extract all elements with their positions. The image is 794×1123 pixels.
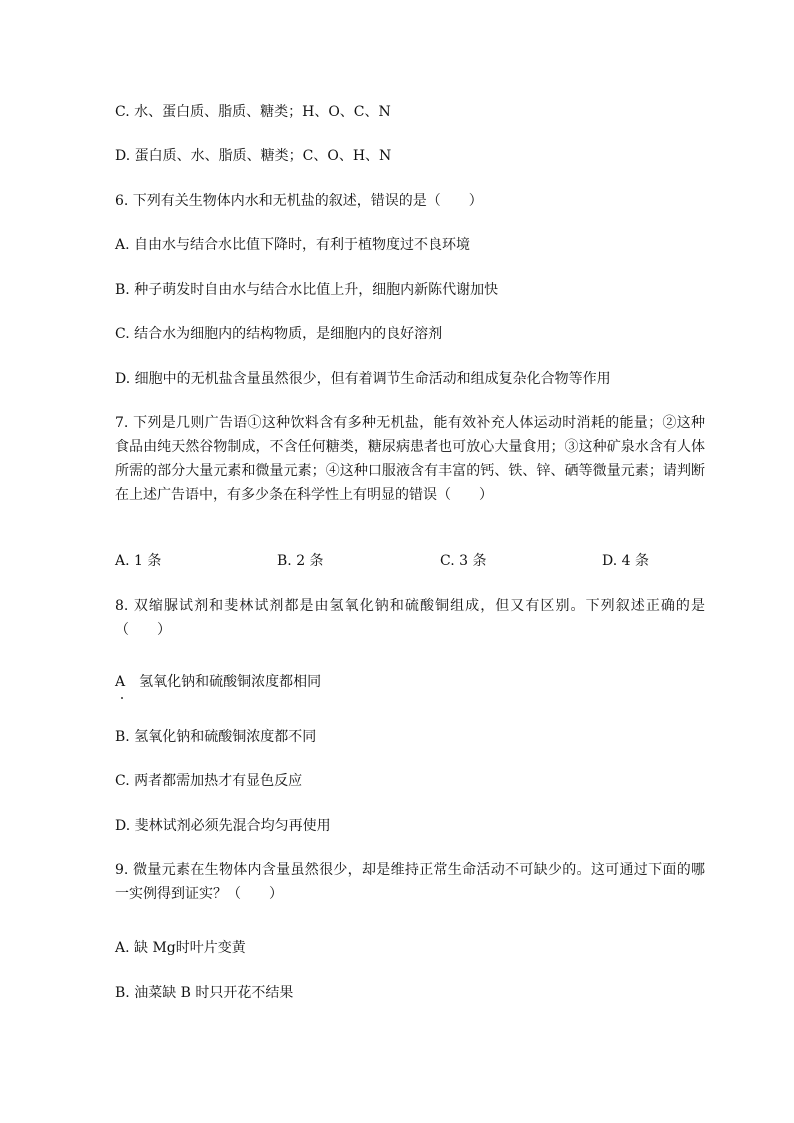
q8-option-b: B. 氢氧化钠和硫酸铜浓度都不同 — [115, 729, 317, 745]
stray-mark — [121, 697, 123, 699]
question-6: 6. 下列有关生物体内水和无机盐的叙述，错误的是（ ） — [115, 193, 483, 209]
q8-option-d: D. 斐林试剂必须先混合均匀再使用 — [115, 818, 331, 834]
q9-option-b: B. 油菜缺 B 时只开花不结果 — [115, 985, 294, 1001]
q6-option-d: D. 细胞中的无机盐含量虽然很少，但有着调节生命活动和组成复杂化合物等作用 — [115, 371, 611, 387]
question-9: 9. 微量元素在生物体内含量虽然很少，却是维持正常生命活动不可缺少的。这可通过下面的哪一实例得到证实？（ ） — [115, 862, 705, 902]
question-7: 7. 下列是几则广告语①这种饮料含有多种无机盐，能有效补充人体运动时消耗的能量；②这种食品由纯天然谷物制成，不含任何糖类，糖尿病患者也可放心大量食用；③这种矿泉水含有人体所需的部分大量元素和微量元素；④这种口服液含有丰富的钙、铁、锌、硒等微量元素；请判断在上述广告语中，有多少条在科学性上有明显的错误（ ） — [115, 415, 705, 503]
q5-option-c: C. 水、蛋白质、脂质、糖类；H、O、C、N — [115, 104, 391, 120]
q8-option-c: C. 两者都需加热才有显色反应 — [115, 773, 303, 789]
q5-option-d: D. 蛋白质、水、脂质、糖类；C、O、H、N — [115, 148, 392, 164]
q6-option-c: C. 结合水为细胞内的结构物质，是细胞内的良好溶剂 — [115, 326, 443, 342]
q8-option-a: A 氢氧化钠和硫酸铜浓度都相同 — [115, 674, 322, 690]
q6-option-b: B. 种子萌发时自由水与结合水比值上升，细胞内新陈代谢加快 — [115, 282, 499, 298]
q7-option-c: C. 3 条 — [440, 553, 487, 569]
q9-option-a: A. 缺 Mg时叶片变黄 — [115, 940, 246, 956]
q7-option-a: A. 1 条 — [115, 553, 162, 569]
q7-option-b: B. 2 条 — [277, 553, 324, 569]
q6-option-a: A. 自由水与结合水比值下降时，有利于植物度过不良环境 — [115, 237, 471, 253]
question-8: 8. 双缩脲试剂和斐林试剂都是由氢氧化钠和硫酸铜组成，但又有区别。下列叙述正确的是（ ） — [115, 598, 705, 638]
q7-option-d: D. 4 条 — [602, 553, 649, 569]
